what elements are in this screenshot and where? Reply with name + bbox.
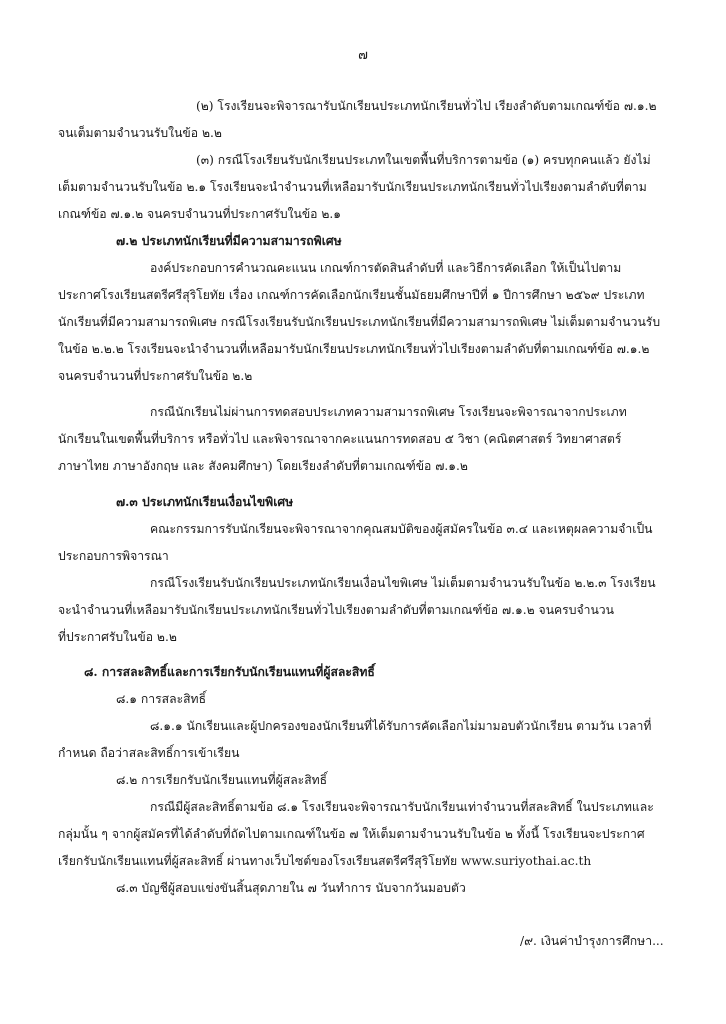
para-line: ประกอบการพิจารณา xyxy=(58,549,169,563)
subsection-heading-8-1: ๘.๑ การสละสิทธิ์ xyxy=(116,692,207,706)
para-line: เต็มตามจำนวนรับในข้อ ๒.๑ โรงเรียนจะนำจำนวนที่เหลือมารับนักเรียนประเภทนักเรียนทั่วไปเรียงตามลำดับที่ตาม xyxy=(58,180,647,194)
para-line: กรณีนักเรียนไม่ผ่านการทดสอบประเภทความสามารถพิเศษ โรงเรียนจะพิจารณาจากประเภท xyxy=(150,405,627,419)
para-line: จะนำจำนวนที่เหลือมารับนักเรียนประเภทนักเรียนทั่วไปเรียงตามลำดับที่ตามเกณฑ์ข้อ ๗.๑.๒ จนครบจำนวน xyxy=(58,603,614,617)
para-line: กรณีโรงเรียนรับนักเรียนประเภทนักเรียนเงื่อนไขพิเศษ ไม่เต็มตามจำนวนรับในข้อ ๒.๒.๓ โรงเรียน xyxy=(150,576,656,590)
next-page-marker: /๙. เงินค่าบำรุงการศึกษา... xyxy=(520,934,664,948)
para-line: องค์ประกอบการคำนวณคะแนน เกณฑ์การตัดสินลำดับที่ และวิธีการคัดเลือก ให้เป็นไปตาม xyxy=(150,261,622,275)
para-line: จนเต็มตามจำนวนรับในข้อ ๒.๒ xyxy=(58,126,222,140)
para-line: คณะกรรมการรับนักเรียนจะพิจารณาจากคุณสมบัติของผู้สมัครในข้อ ๓.๔ และเหตุผลความจำเป็น xyxy=(150,522,653,536)
para-line: ที่ประกาศรับในข้อ ๒.๒ xyxy=(58,630,177,644)
para-line: (๓) กรณีโรงเรียนรับนักเรียนประเภทในเขตพื้นที่บริการตามข้อ (๑) ครบทุกคนแล้ว ยังไม่ xyxy=(196,153,651,167)
para-line: จนครบจำนวนที่ประกาศรับในข้อ ๒.๒ xyxy=(58,369,253,383)
para-line: นักเรียนในเขตพื้นที่บริการ หรือทั่วไป และพิจารณาจากคะแนนการทดสอบ ๕ วิชา (คณิตศาสตร์ วิทยาศาสตร์ xyxy=(58,432,622,446)
para-line: ในข้อ ๒.๒.๒ โรงเรียนจะนำจำนวนที่เหลือมารับนักเรียนประเภทนักเรียนทั่วไปเรียงตามลำดับที่ตามเกณฑ์ข้อ ๗.๑.๒ xyxy=(58,342,650,356)
para-line: กรณีมีผู้สละสิทธิ์ตามข้อ ๘.๑ โรงเรียนจะพิจารณารับนักเรียนเท่าจำนวนที่สละสิทธิ์ ในประเภทและ xyxy=(150,800,654,814)
para-line: เรียกรับนักเรียนแทนที่ผู้สละสิทธิ์ ผ่านทางเว็บไซต์ของโรงเรียนสตรีศรีสุริโยทัย www.suriyothai.ac.th xyxy=(58,854,592,868)
section-heading-7-2: ๗.๒ ประเภทนักเรียนที่มีความสามารถพิเศษ xyxy=(116,234,342,248)
subsection-heading-8-2: ๘.๒ การเรียกรับนักเรียนแทนที่ผู้สละสิทธิ์ xyxy=(116,773,328,787)
para-line: ๘.๑.๑ นักเรียนและผู้ปกครองของนักเรียนที่ได้รับการคัดเลือกไม่มามอบตัวนักเรียน ตามวัน เวลาที่ xyxy=(150,719,652,733)
section-heading-8: ๘. การสละสิทธิ์และการเรียกรับนักเรียนแทนที่ผู้สละสิทธิ์ xyxy=(84,665,375,679)
para-line: นักเรียนที่มีความสามารถพิเศษ กรณีโรงเรียนรับนักเรียนประเภทนักเรียนที่มีความสามารถพิเศษ ไม่เต็มตามจำนวนรับ xyxy=(58,315,661,329)
subsection-heading-8-3: ๘.๓ บัญชีผู้สอบแข่งขันสิ้นสุดภายใน ๗ วันทำการ นับจากวันมอบตัว xyxy=(116,881,466,895)
para-line: ภาษาไทย ภาษาอังกฤษ และ สังคมศึกษา) โดยเรียงลำดับที่ตามเกณฑ์ข้อ ๗.๑.๒ xyxy=(58,459,468,473)
section-heading-7-3: ๗.๓ ประเภทนักเรียนเงื่อนไขพิเศษ xyxy=(116,495,294,509)
para-line: เกณฑ์ข้อ ๗.๑.๒ จนครบจำนวนที่ประกาศรับในข้อ ๒.๑ xyxy=(58,207,342,221)
page-number: ๗ xyxy=(358,48,368,63)
para-line: กลุ่มนั้น ๆ จากผู้สมัครที่ได้ลำดับที่ถัดไปตามเกณฑ์ในข้อ ๗ ให้เต็มตามจำนวนรับในข้อ ๒ ทั้งนี้ โรงเรียนจะประกาศ xyxy=(58,827,645,841)
para-line: (๒) โรงเรียนจะพิจารณารับนักเรียนประเภทนักเรียนทั่วไป เรียงลำดับตามเกณฑ์ข้อ ๗.๑.๒ xyxy=(196,99,657,113)
para-line: ประกาศโรงเรียนสตรีศรีสุริโยทัย เรื่อง เกณฑ์การคัดเลือกนักเรียนชั้นมัธยมศึกษาปีที่ ๑ ปีการศึกษา ๒๕๖๙ ประเภท xyxy=(58,288,645,302)
para-line: กำหนด ถือว่าสละสิทธิ์การเข้าเรียน xyxy=(58,746,240,760)
